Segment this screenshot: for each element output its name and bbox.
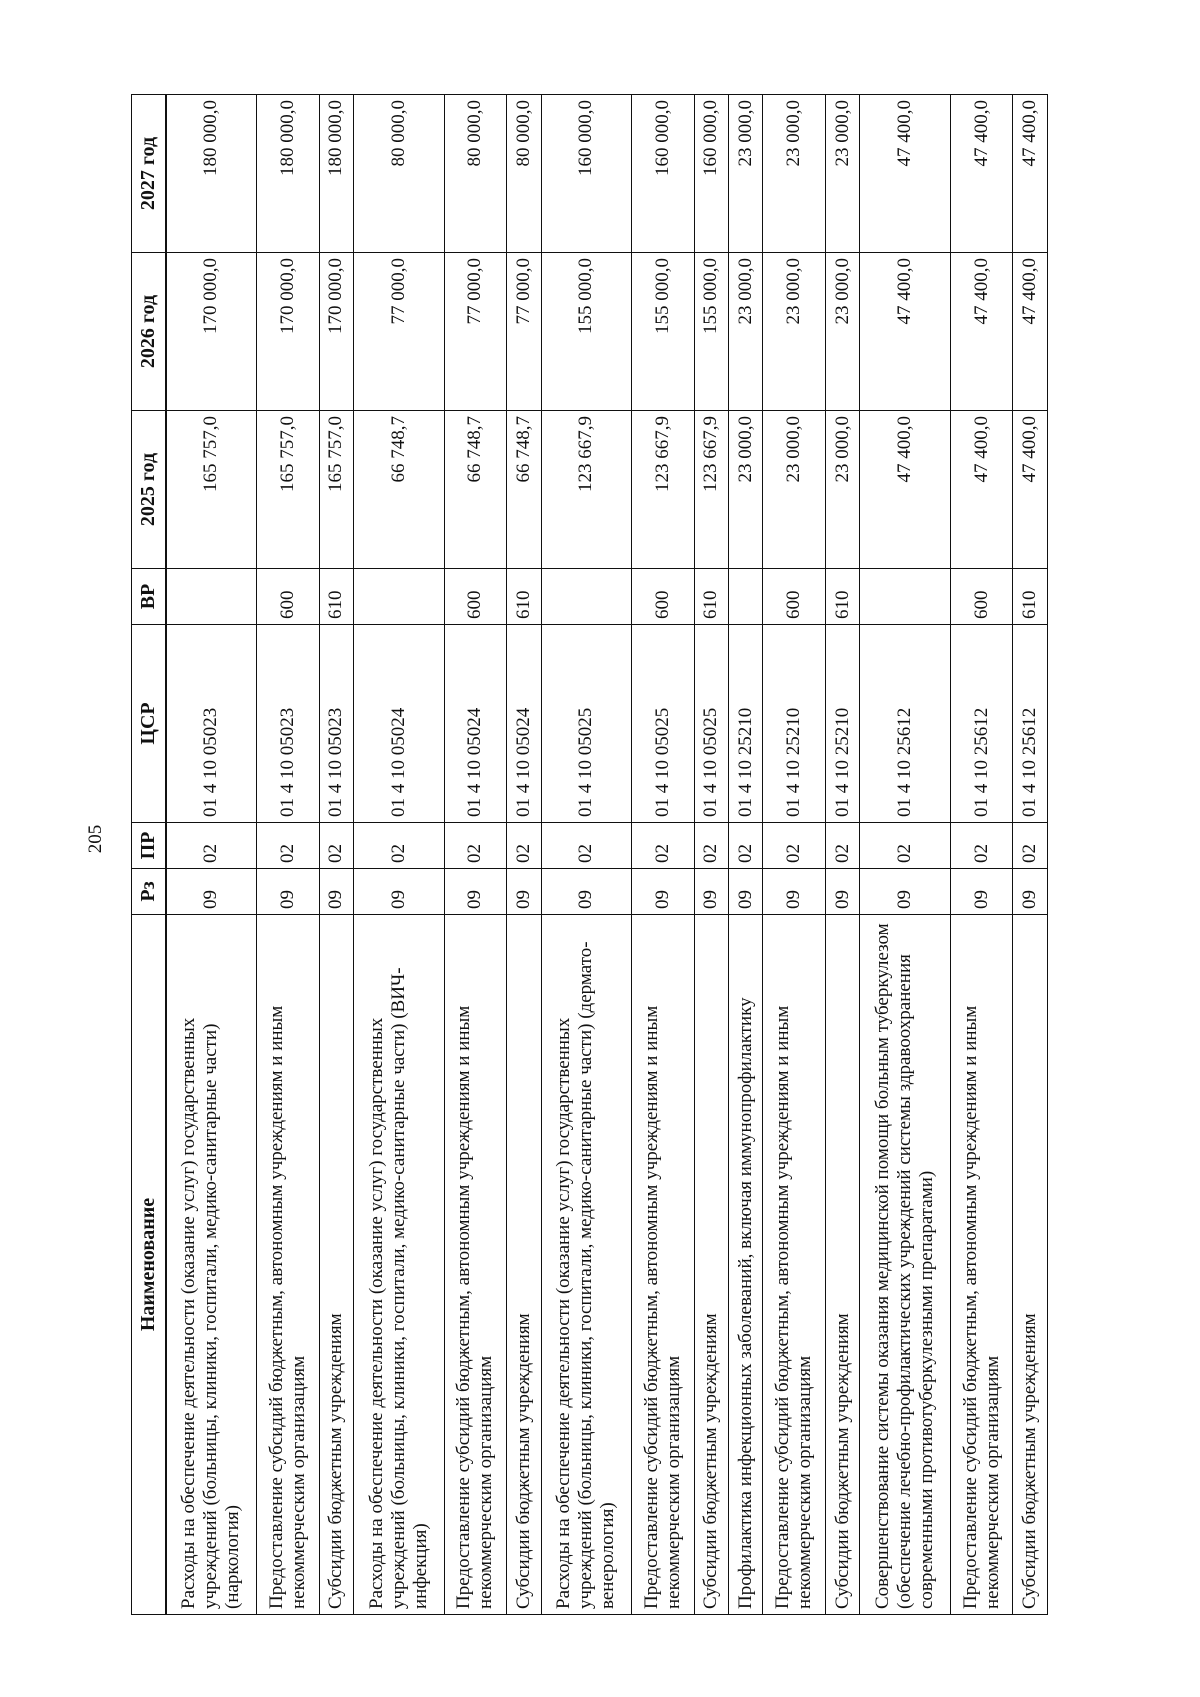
row-pr-cell: 02 xyxy=(950,823,1012,869)
row-csr-cell: 01 4 10 05023 xyxy=(166,625,257,823)
table-header-row xyxy=(132,95,166,1615)
row-vr-cell xyxy=(354,569,445,625)
row-2027-cell: 80 000,0 xyxy=(354,95,445,253)
row-2026-cell: 170 000,0 xyxy=(166,253,257,411)
row-pr-cell: 02 xyxy=(257,823,319,869)
row-csr-cell: 01 4 10 25612 xyxy=(860,625,951,823)
row-rz-cell: 09 xyxy=(507,869,541,915)
table-row xyxy=(257,95,319,1615)
row-pr-cell: 02 xyxy=(825,823,859,869)
row-2027-cell: 180 000,0 xyxy=(166,95,257,253)
row-pr-cell: 02 xyxy=(354,823,445,869)
row-name-cell: Расходы на обеспечение деятельности (оказание услуг) государственных учреждений (больницы, клиники, госпитали, медико-санитарные части) (дермато-венерология) xyxy=(541,915,632,1615)
table-row xyxy=(1013,95,1048,1615)
row-csr-cell: 01 4 10 25210 xyxy=(825,625,859,823)
rotated-table-container xyxy=(131,95,1048,1615)
row-2025-cell: 66 748,7 xyxy=(354,411,445,569)
header-name: Наименование xyxy=(132,915,166,1615)
header-pr: ПР xyxy=(132,823,166,869)
row-2027-cell: 160 000,0 xyxy=(694,95,728,253)
row-name-cell: Совершенствование системы оказания медицинской помощи больным туберкулезом (обеспечение лечебно-профилактических учреждений системы здравоохранения современными противотуберкулезными препаратами) xyxy=(860,915,951,1615)
row-2025-cell: 123 667,9 xyxy=(694,411,728,569)
row-name-cell: Субсидии бюджетным учреждениям xyxy=(1013,915,1048,1615)
row-name-cell: Субсидии бюджетным учреждениям xyxy=(694,915,728,1615)
row-2027-cell: 80 000,0 xyxy=(507,95,541,253)
row-name-cell: Расходы на обеспечение деятельности (оказание услуг) государственных учреждений (больницы, клиники, госпитали, медико-санитарные части) (наркология) xyxy=(166,915,257,1615)
row-2027-cell: 23 000,0 xyxy=(763,95,825,253)
row-2026-cell: 23 000,0 xyxy=(825,253,859,411)
budget-table xyxy=(131,94,1048,1615)
row-2025-cell: 23 000,0 xyxy=(729,411,763,569)
table-row xyxy=(319,95,353,1615)
row-name-cell: Предоставление субсидий бюджетным, автономным учреждениям и иным некоммерческим организациям xyxy=(763,915,825,1615)
row-csr-cell: 01 4 10 05023 xyxy=(319,625,353,823)
row-vr-cell xyxy=(541,569,632,625)
row-pr-cell: 02 xyxy=(1013,823,1048,869)
row-2027-cell: 47 400,0 xyxy=(950,95,1012,253)
row-csr-cell: 01 4 10 05023 xyxy=(257,625,319,823)
row-2027-cell: 160 000,0 xyxy=(632,95,694,253)
row-2025-cell: 123 667,9 xyxy=(541,411,632,569)
row-2026-cell: 170 000,0 xyxy=(319,253,353,411)
table-row xyxy=(166,95,257,1615)
row-vr-cell: 600 xyxy=(950,569,1012,625)
row-pr-cell: 02 xyxy=(729,823,763,869)
row-rz-cell: 09 xyxy=(729,869,763,915)
row-name-cell: Субсидии бюджетным учреждениям xyxy=(825,915,859,1615)
row-2026-cell: 77 000,0 xyxy=(507,253,541,411)
table-row xyxy=(763,95,825,1615)
table-row xyxy=(729,95,763,1615)
row-2026-cell: 77 000,0 xyxy=(444,253,506,411)
row-2026-cell: 155 000,0 xyxy=(632,253,694,411)
row-csr-cell: 01 4 10 25210 xyxy=(763,625,825,823)
header-rz: Рз xyxy=(132,869,166,915)
row-rz-cell: 09 xyxy=(632,869,694,915)
row-csr-cell: 01 4 10 25612 xyxy=(1013,625,1048,823)
row-name-cell: Расходы на обеспечение деятельности (оказание услуг) государственных учреждений (больницы, клиники, госпитали, медико-санитарные части) (ВИЧ-инфекция) xyxy=(354,915,445,1615)
row-2027-cell: 80 000,0 xyxy=(444,95,506,253)
page-number: 205 xyxy=(85,824,106,854)
row-pr-cell: 02 xyxy=(632,823,694,869)
row-2027-cell: 180 000,0 xyxy=(257,95,319,253)
row-pr-cell: 02 xyxy=(860,823,951,869)
row-2025-cell: 165 757,0 xyxy=(319,411,353,569)
row-rz-cell: 09 xyxy=(825,869,859,915)
row-rz-cell: 09 xyxy=(444,869,506,915)
row-name-cell: Субсидии бюджетным учреждениям xyxy=(319,915,353,1615)
row-2027-cell: 47 400,0 xyxy=(860,95,951,253)
table-row xyxy=(632,95,694,1615)
row-rz-cell: 09 xyxy=(166,869,257,915)
row-2026-cell: 23 000,0 xyxy=(763,253,825,411)
row-rz-cell: 09 xyxy=(950,869,1012,915)
table-row xyxy=(860,95,951,1615)
row-csr-cell: 01 4 10 25210 xyxy=(729,625,763,823)
row-name-cell: Предоставление субсидий бюджетным, автономным учреждениям и иным некоммерческим организациям xyxy=(950,915,1012,1615)
row-vr-cell: 600 xyxy=(444,569,506,625)
table-row xyxy=(694,95,728,1615)
row-csr-cell: 01 4 10 25612 xyxy=(950,625,1012,823)
row-vr-cell: 600 xyxy=(763,569,825,625)
row-vr-cell: 610 xyxy=(1013,569,1048,625)
table-row xyxy=(354,95,445,1615)
row-vr-cell: 610 xyxy=(694,569,728,625)
row-rz-cell: 09 xyxy=(694,869,728,915)
table-body xyxy=(166,95,1048,1615)
row-name-cell: Профилактика инфекционных заболеваний, включая иммунопрофилактику xyxy=(729,915,763,1615)
row-2025-cell: 165 757,0 xyxy=(166,411,257,569)
row-pr-cell: 02 xyxy=(507,823,541,869)
row-pr-cell: 02 xyxy=(541,823,632,869)
row-rz-cell: 09 xyxy=(319,869,353,915)
table-row xyxy=(444,95,506,1615)
row-rz-cell: 09 xyxy=(541,869,632,915)
row-2027-cell: 23 000,0 xyxy=(729,95,763,253)
row-vr-cell: 610 xyxy=(319,569,353,625)
row-pr-cell: 02 xyxy=(166,823,257,869)
row-pr-cell: 02 xyxy=(694,823,728,869)
header-csr: ЦСР xyxy=(132,625,166,823)
table-row xyxy=(825,95,859,1615)
row-name-cell: Субсидии бюджетным учреждениям xyxy=(507,915,541,1615)
row-2025-cell: 66 748,7 xyxy=(507,411,541,569)
row-2026-cell: 155 000,0 xyxy=(541,253,632,411)
row-name-cell: Предоставление субсидий бюджетным, автономным учреждениям и иным некоммерческим организациям xyxy=(257,915,319,1615)
row-2025-cell: 47 400,0 xyxy=(1013,411,1048,569)
row-2025-cell: 23 000,0 xyxy=(825,411,859,569)
row-vr-cell xyxy=(166,569,257,625)
row-2026-cell: 47 400,0 xyxy=(860,253,951,411)
header-2026: 2026 год xyxy=(132,253,166,411)
row-vr-cell: 600 xyxy=(257,569,319,625)
row-pr-cell: 02 xyxy=(763,823,825,869)
row-csr-cell: 01 4 10 05024 xyxy=(444,625,506,823)
row-name-cell: Предоставление субсидий бюджетным, автономным учреждениям и иным некоммерческим организациям xyxy=(444,915,506,1615)
row-csr-cell: 01 4 10 05025 xyxy=(541,625,632,823)
row-2025-cell: 66 748,7 xyxy=(444,411,506,569)
header-2025: 2025 год xyxy=(132,411,166,569)
row-2025-cell: 47 400,0 xyxy=(860,411,951,569)
row-csr-cell: 01 4 10 05024 xyxy=(507,625,541,823)
table-row xyxy=(507,95,541,1615)
row-2027-cell: 160 000,0 xyxy=(541,95,632,253)
row-pr-cell: 02 xyxy=(444,823,506,869)
row-2025-cell: 165 757,0 xyxy=(257,411,319,569)
table-row xyxy=(541,95,632,1615)
row-rz-cell: 09 xyxy=(763,869,825,915)
row-vr-cell: 610 xyxy=(507,569,541,625)
row-vr-cell xyxy=(860,569,951,625)
row-csr-cell: 01 4 10 05025 xyxy=(632,625,694,823)
row-rz-cell: 09 xyxy=(1013,869,1048,915)
row-vr-cell xyxy=(729,569,763,625)
row-2025-cell: 23 000,0 xyxy=(763,411,825,569)
row-pr-cell: 02 xyxy=(319,823,353,869)
row-2026-cell: 155 000,0 xyxy=(694,253,728,411)
row-2026-cell: 170 000,0 xyxy=(257,253,319,411)
row-2026-cell: 47 400,0 xyxy=(950,253,1012,411)
header-vr: ВР xyxy=(132,569,166,625)
header-2027: 2027 год xyxy=(132,95,166,253)
row-rz-cell: 09 xyxy=(257,869,319,915)
row-rz-cell: 09 xyxy=(354,869,445,915)
row-rz-cell: 09 xyxy=(860,869,951,915)
row-2026-cell: 77 000,0 xyxy=(354,253,445,411)
row-vr-cell: 610 xyxy=(825,569,859,625)
row-vr-cell: 600 xyxy=(632,569,694,625)
row-csr-cell: 01 4 10 05025 xyxy=(694,625,728,823)
row-csr-cell: 01 4 10 05024 xyxy=(354,625,445,823)
row-2025-cell: 123 667,9 xyxy=(632,411,694,569)
row-2025-cell: 47 400,0 xyxy=(950,411,1012,569)
row-2027-cell: 180 000,0 xyxy=(319,95,353,253)
table-row xyxy=(950,95,1012,1615)
row-2027-cell: 47 400,0 xyxy=(1013,95,1048,253)
row-2026-cell: 23 000,0 xyxy=(729,253,763,411)
row-2026-cell: 47 400,0 xyxy=(1013,253,1048,411)
row-2027-cell: 23 000,0 xyxy=(825,95,859,253)
row-name-cell: Предоставление субсидий бюджетным, автономным учреждениям и иным некоммерческим организациям xyxy=(632,915,694,1615)
